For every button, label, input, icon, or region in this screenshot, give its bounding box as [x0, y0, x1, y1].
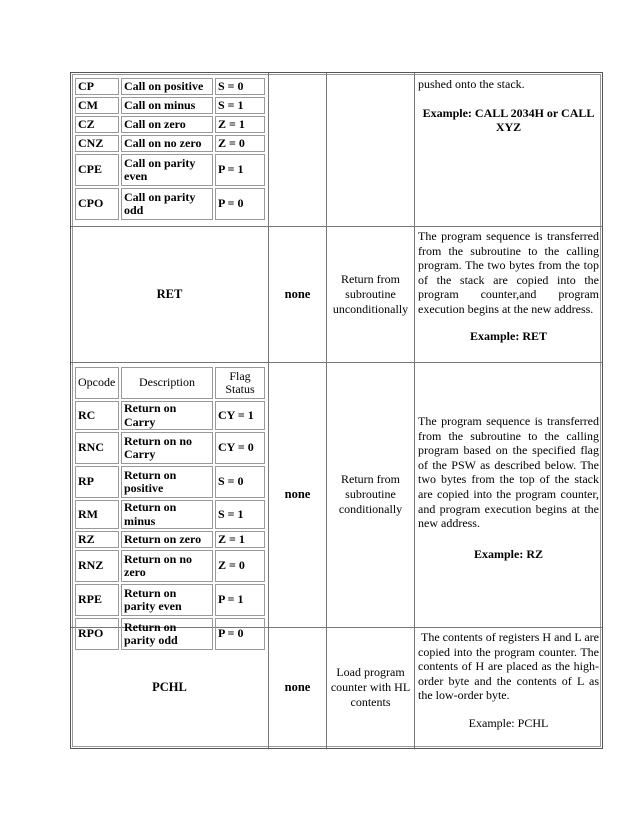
- cell-description: Call on parity odd: [121, 188, 213, 220]
- sub-table-row: [75, 116, 265, 133]
- pchl-notes-text: The contents of registers H and L are copied into the program counter. The contents of H are placed as the high-order byte and the contents of L as the low-order byte.: [418, 630, 599, 703]
- cell-opcode: RPO: [75, 618, 119, 650]
- sub-table-row: [75, 135, 265, 152]
- cell-opcode: CPE: [75, 154, 119, 186]
- pchl-mnemonic: PCHL: [152, 680, 187, 694]
- rcond-example: Example: RZ: [474, 546, 543, 561]
- sub-table-row: [75, 188, 265, 220]
- call-condition-table: [73, 76, 267, 222]
- ret-notes: [415, 226, 602, 362]
- sub-table-row: [75, 154, 265, 186]
- cell-opcode: CZ: [75, 116, 119, 133]
- header-opcode: Opcode: [75, 367, 119, 399]
- cell-flag: P = 0: [215, 618, 265, 650]
- cell-description: Call on parity even: [121, 154, 213, 186]
- ret-notes-text: The program sequence is transferred from the subroutine to the calling program. The two bytes from the top of the stack are copied into the program counter,and program execution begins at the new address.: [418, 229, 599, 316]
- cell-opcode: RPE: [75, 584, 119, 616]
- ret-operand: none: [284, 286, 311, 301]
- sub-table-header-row: [75, 367, 265, 399]
- cell-description: Return on positive: [121, 466, 213, 498]
- pchl-function: Load program counter with HL contents: [330, 665, 411, 709]
- cell-description: Return on parity odd: [121, 618, 213, 650]
- cell-description: Call on minus: [121, 97, 213, 114]
- ret-example: Example: RET: [469, 328, 547, 343]
- cell-description: Return on parity even: [121, 584, 213, 616]
- cell-flag: P = 1: [215, 154, 265, 186]
- cell-opcode: CNZ: [75, 135, 119, 152]
- rcond-notes: [415, 362, 602, 627]
- cell-description: Return on zero: [121, 531, 213, 548]
- cell-flag: S = 0: [215, 78, 265, 95]
- table-row-ret: [71, 226, 602, 363]
- call-notes: [415, 73, 602, 226]
- cell-opcode: CP: [75, 78, 119, 95]
- call-example: Example: CALL 2034H or CALL XYZ: [422, 105, 595, 135]
- rcond-operand: none: [284, 487, 311, 501]
- cell-flag: Z = 0: [215, 550, 265, 582]
- cell-flag: CY = 0: [215, 432, 265, 464]
- header-flag: Flag Status: [215, 367, 265, 399]
- pchl-operand: none: [284, 680, 311, 694]
- cell-opcode: RZ: [75, 531, 119, 548]
- cell-opcode: RNC: [75, 432, 119, 464]
- table-row-return-conditional: [71, 362, 602, 647]
- pchl-example: Example: PCHL: [468, 715, 549, 730]
- cell-opcode: CM: [75, 97, 119, 114]
- cell-flag: P = 1: [215, 584, 265, 616]
- call-notes-text: pushed onto the stack.: [418, 77, 525, 91]
- ret-mnemonic: RET: [156, 286, 183, 301]
- header-description: Description: [121, 367, 213, 399]
- cell-flag: S = 0: [215, 466, 265, 498]
- sub-table-row: [75, 466, 265, 498]
- rcond-notes-text: The program sequence is transferred from the subroutine to the calling program based on the specified flag of the PSW as described below. The two bytes from the top of the stack are copied into the program counter, and program execution begins at the new address.: [418, 414, 599, 531]
- cell-opcode: RC: [75, 401, 119, 430]
- cell-description: Call on no zero: [121, 135, 213, 152]
- sub-table-row: [75, 584, 265, 616]
- cell-opcode: CPO: [75, 188, 119, 220]
- ret-function: Return from subroutine unconditionally: [332, 271, 409, 316]
- cell-flag: CY = 1: [215, 401, 265, 430]
- cell-description: Call on zero: [121, 116, 213, 133]
- table-row-call-conditional: [71, 73, 602, 227]
- cell-flag: Z = 0: [215, 135, 265, 152]
- pchl-notes: [415, 627, 602, 748]
- cell-description: Return on Carry: [121, 401, 213, 430]
- cell-flag: S = 1: [215, 97, 265, 114]
- cell-flag: Z = 1: [215, 116, 265, 133]
- cell-opcode: RP: [75, 466, 119, 498]
- cell-opcode: RM: [75, 500, 119, 529]
- sub-table-row: [75, 550, 265, 582]
- cell-description: Return on no zero: [121, 550, 213, 582]
- table-row-pchl: [71, 627, 602, 748]
- instruction-table: [70, 72, 603, 749]
- sub-table-row: [75, 500, 265, 529]
- cell-flag: Z = 1: [215, 531, 265, 548]
- cell-description: Call on positive: [121, 78, 213, 95]
- cell-flag: P = 0: [215, 188, 265, 220]
- sub-table-row: [75, 78, 265, 95]
- return-condition-table: [73, 365, 267, 652]
- cell-flag: S = 1: [215, 500, 265, 529]
- cell-description: Return on minus: [121, 500, 213, 529]
- cell-opcode: RNZ: [75, 550, 119, 582]
- sub-table-row: [75, 97, 265, 114]
- sub-table-row: [75, 401, 265, 430]
- sub-table-row: [75, 432, 265, 464]
- cell-description: Return on no Carry: [121, 432, 213, 464]
- sub-table-row: [75, 531, 265, 548]
- rcond-function: Return from subroutine conditionally: [338, 472, 403, 516]
